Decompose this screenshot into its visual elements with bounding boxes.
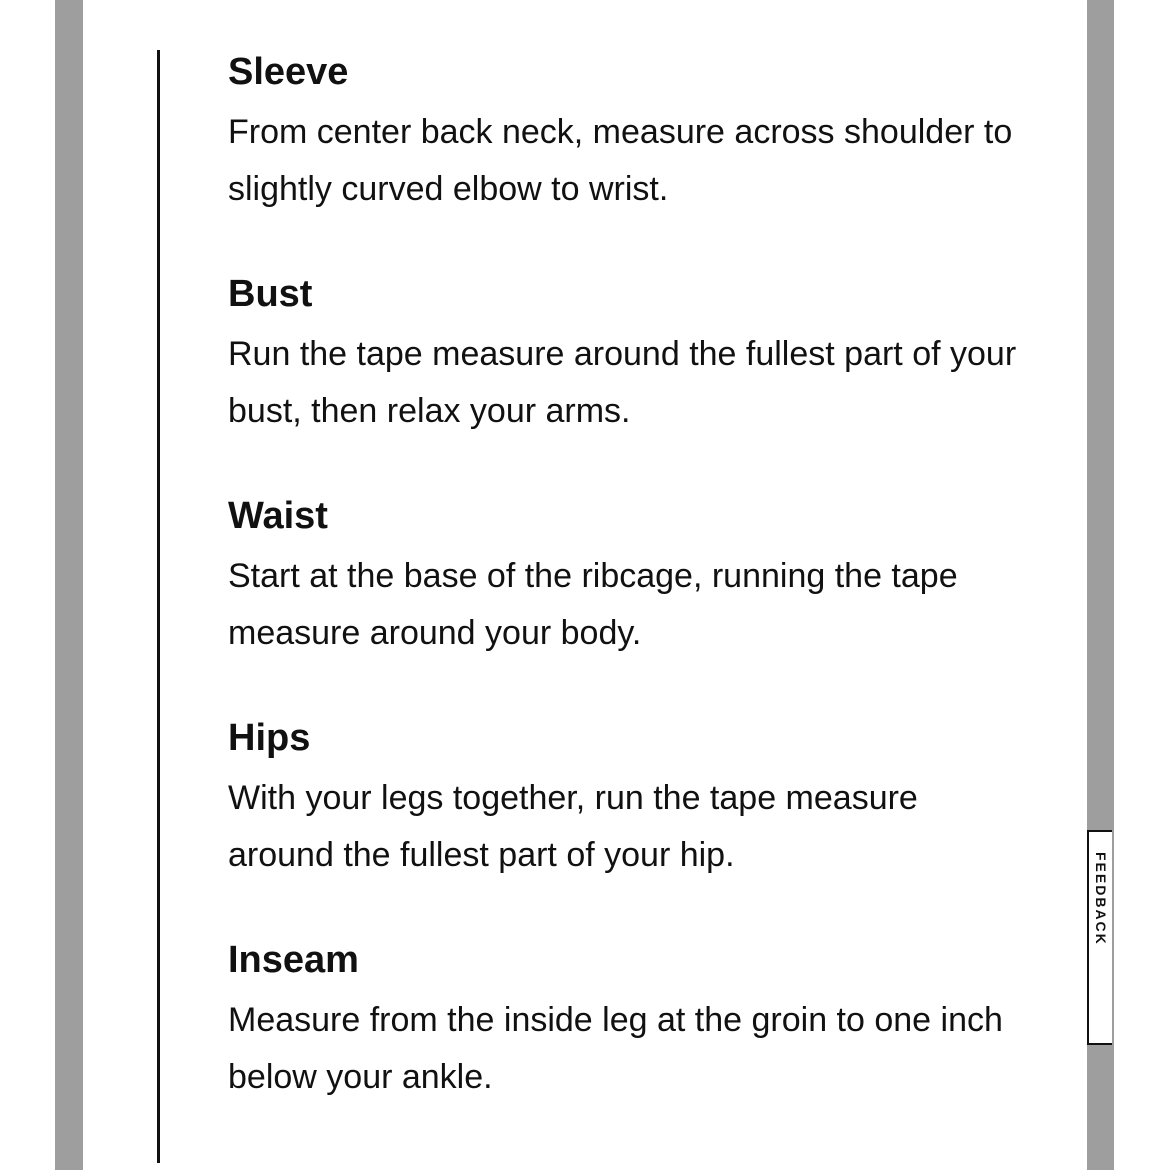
guide-item-title: Waist (228, 495, 328, 537)
modal-backdrop-left[interactable] (55, 0, 83, 1170)
guide-item-description: With your legs together, run the tape measure around the fullest part of your hip. (228, 779, 918, 874)
guide-item-sleeve (228, 46, 1028, 268)
guide-item-title: Inseam (228, 939, 359, 981)
guide-item-bust (228, 268, 1028, 490)
guide-item-hips (228, 712, 1028, 934)
guide-item-description: Run the tape measure around the fullest part of your bust, then relax your arms. (228, 335, 1017, 430)
feedback-tab-label: FEEDBACK (1093, 852, 1109, 946)
feedback-side-tab[interactable] (1087, 830, 1112, 1045)
guide-item-inseam (228, 934, 1028, 1156)
guide-item-description: Start at the base of the ribcage, running the tape measure around your body. (228, 557, 958, 652)
guide-item-title: Sleeve (228, 51, 349, 93)
guide-item-description: From center back neck, measure across shoulder to slightly curved elbow to wrist. (228, 113, 1013, 208)
guide-item-title: Hips (228, 717, 311, 759)
guide-item-waist (228, 490, 1028, 712)
measurement-guide-list (228, 46, 1028, 1156)
guide-item-title: Bust (228, 273, 313, 315)
vertical-divider (157, 50, 160, 1163)
guide-item-description: Measure from the inside leg at the groin to one inch below your ankle. (228, 1001, 1003, 1096)
